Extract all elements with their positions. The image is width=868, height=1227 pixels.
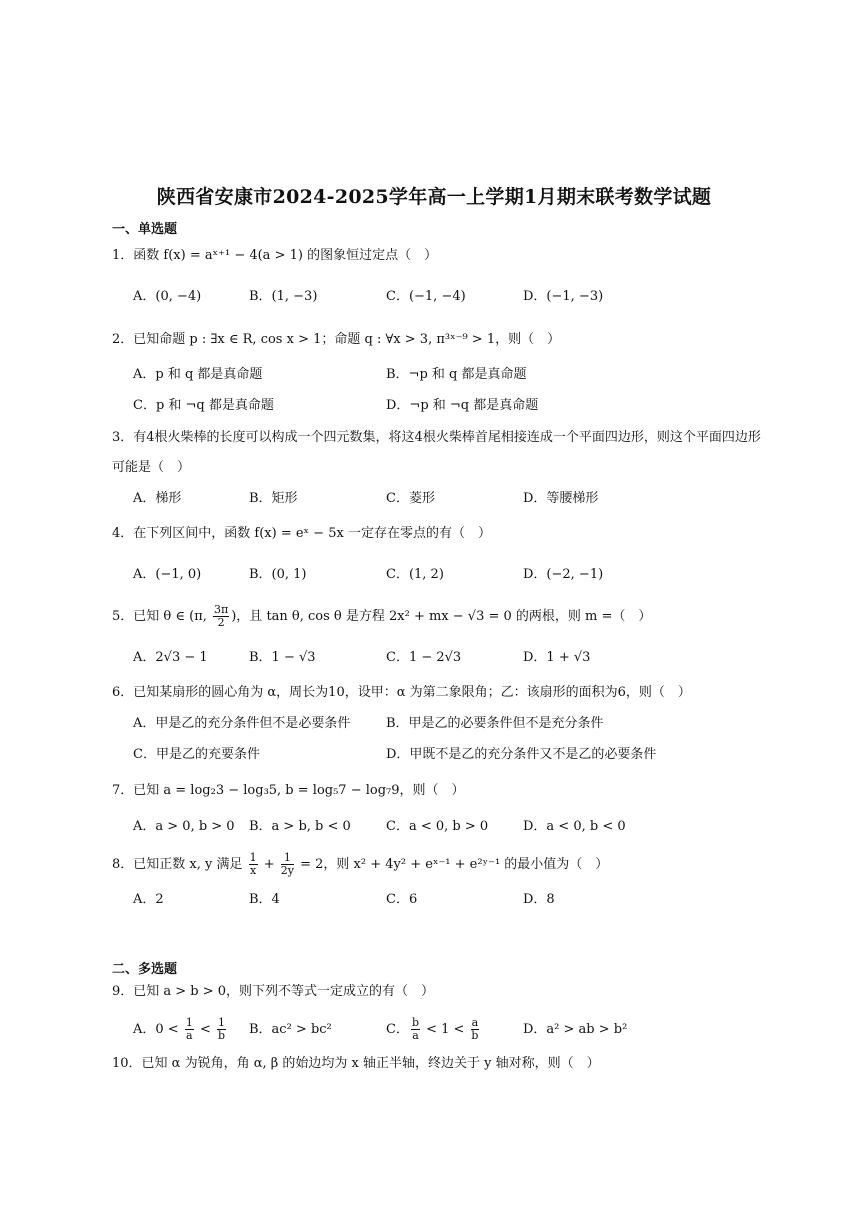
- fraction-a-over-b: [471, 1017, 480, 1042]
- question-8-option-d: D．8: [523, 892, 555, 907]
- question-3-stem: 3．有4根火柴棒的长度可以构成一个四元数集，将这4根火柴棒首尾相接连成一个平面四边形，则这个平面四边形可能是（ ）: [112, 430, 761, 475]
- fraction-1-over-2y: [281, 852, 294, 877]
- question-3-option-d: D．等腰梯形: [523, 491, 599, 506]
- question-5-stem-end: )，且 tan θ, cos θ 是方程 2x² + mx − √3 = 0 的两根，则 m =（ ）: [231, 609, 652, 624]
- question-1-option-d: D．(−1, −3): [523, 289, 604, 304]
- question-5-option-c: C．1 − 2√3: [386, 650, 462, 665]
- fraction-numerator: 1: [281, 852, 294, 865]
- question-7-option-c: C．a < 0, b > 0: [386, 819, 489, 834]
- fraction-numerator: a: [471, 1016, 479, 1029]
- question-1-option-c: C．(−1, −4): [386, 289, 466, 304]
- question-6-stem: 6．已知某扇形的圆心角为 α，周长为10，设甲：α 为第二象限角；乙：该扇形的面积为6，则（ ）: [112, 685, 691, 700]
- question-8-option-c: C．6: [386, 892, 418, 907]
- fraction-1-over-a: [185, 1017, 194, 1042]
- fraction-denominator: 2y: [280, 864, 294, 877]
- fraction-1-over-b: [217, 1017, 226, 1042]
- question-7-option-b: B．a > b, b < 0: [249, 819, 351, 834]
- question-9-option-c: [386, 1017, 481, 1042]
- question-5-stem-start: 5．已知 θ ∈ (π,: [112, 609, 211, 624]
- fraction-denominator: x: [250, 864, 257, 877]
- question-7-option-d: D．a < 0, b < 0: [523, 819, 626, 834]
- question-4-option-c: C．(1, 2): [386, 567, 444, 582]
- question-9-stem: 9．已知 a > b > 0，则下列不等式一定成立的有（ ）: [112, 984, 435, 999]
- question-3-option-a: A．梯形: [133, 491, 182, 506]
- fraction-numerator: 3π: [214, 603, 229, 616]
- fraction-denominator: a: [186, 1029, 193, 1042]
- question-2-option-a: A．p 和 q 都是真命题: [133, 367, 263, 382]
- question-4-option-b: B．(0, 1): [249, 567, 307, 582]
- fraction-denominator: b: [217, 1029, 226, 1042]
- question-3-option-b: B．矩形: [249, 491, 298, 506]
- fraction-denominator: a: [412, 1029, 419, 1042]
- fraction-3pi-over-2: [213, 604, 229, 629]
- question-8-stem: [112, 852, 608, 877]
- question-9-option-b: B．ac² > bc²: [249, 1022, 332, 1037]
- fraction-numerator: 1: [218, 1016, 225, 1029]
- fraction-denominator: 2: [217, 616, 225, 629]
- less-than-sign: <: [195, 1022, 215, 1037]
- option-a-prefix: A．0 <: [133, 1022, 183, 1037]
- question-2-option-c: C．p 和 ¬q 都是真命题: [133, 398, 274, 413]
- question-8-stem-start: 8．已知正数 x, y 满足: [112, 857, 247, 872]
- question-5-stem: [112, 604, 651, 629]
- question-8-option-a: A．2: [133, 892, 164, 907]
- question-5-option-a: A．2√3 − 1: [133, 650, 208, 665]
- option-c-prefix: C．: [386, 1022, 409, 1037]
- question-9-option-d: D．a² > ab > b²: [523, 1022, 628, 1037]
- question-8-stem-end: = 2，则 x² + 4y² + eˣ⁻¹ + e²ʸ⁻¹ 的最小值为（ ）: [296, 857, 609, 872]
- question-6-option-a: A．甲是乙的充分条件但不是必要条件: [133, 716, 351, 731]
- inequality-middle: < 1 <: [422, 1022, 469, 1037]
- question-8-option-b: B．4: [249, 892, 280, 907]
- fraction-numerator: 1: [185, 1016, 193, 1029]
- question-7-option-a: A．a > 0, b > 0: [133, 819, 235, 834]
- question-3-option-c: C．菱形: [386, 491, 435, 506]
- question-6-option-d: D．甲既不是乙的充分条件又不是乙的必要条件: [386, 747, 657, 762]
- question-1-option-a: A．(0, −4): [133, 289, 202, 304]
- fraction-denominator: b: [471, 1029, 479, 1042]
- section-heading-multiple-choice: 二、多选题: [112, 962, 178, 977]
- question-9-option-a: [133, 1017, 228, 1042]
- question-6-option-b: B．甲是乙的必要条件但不是充分条件: [386, 716, 604, 731]
- question-2-stem: 2．已知命题 p : ∃x ∈ R, cos x > 1；命题 q : ∀x > 3, π³ˣ⁻⁹ > 1，则（ ）: [112, 332, 561, 347]
- question-5-option-b: B．1 − √3: [249, 650, 316, 665]
- question-10-stem: 10．已知 α 为锐角，角 α, β 的始边均为 x 轴正半轴，终边关于 y 轴对称，则（ ）: [112, 1056, 600, 1071]
- question-5-option-d: D．1 + √3: [523, 650, 591, 665]
- question-6-option-c: C．甲是乙的充要条件: [133, 747, 260, 762]
- page-title: 陕西省安康市2024-2025学年高一上学期1月期末联考数学试题: [156, 186, 712, 208]
- question-1-stem: 1．函数 f(x) = aˣ⁺¹ − 4(a > 1) 的图象恒过定点（ ）: [112, 248, 438, 263]
- question-2-option-d: D．¬p 和 ¬q 都是真命题: [386, 398, 539, 413]
- question-4-option-d: D．(−2, −1): [523, 567, 604, 582]
- section-heading-single-choice: 一、单选题: [112, 222, 178, 237]
- fraction-1-over-x: [249, 852, 258, 877]
- question-7-stem: 7．已知 a = log₂3 − log₃5, b = log₅7 − log₇9，则（ ）: [112, 783, 465, 798]
- fraction-numerator: 1: [249, 851, 257, 864]
- plus-sign: +: [259, 857, 279, 872]
- question-4-option-a: A．(−1, 0): [133, 567, 202, 582]
- question-1-option-b: B．(1, −3): [249, 289, 318, 304]
- fraction-b-over-a: [411, 1017, 420, 1042]
- fraction-numerator: b: [411, 1016, 419, 1029]
- question-2-option-b: B．¬p 和 q 都是真命题: [386, 367, 527, 382]
- question-4-stem: 4．在下列区间中，函数 f(x) = eˣ − 5x 一定存在零点的有（ ）: [112, 526, 491, 541]
